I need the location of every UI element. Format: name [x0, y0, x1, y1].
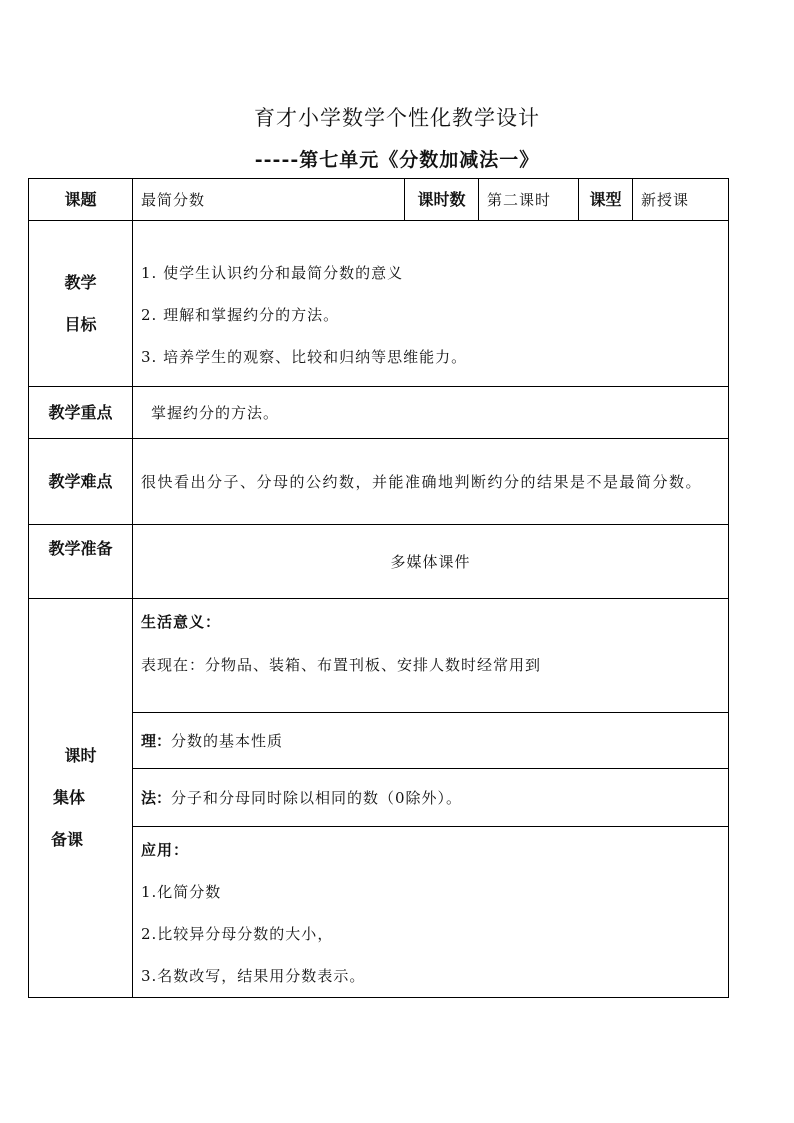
life-meaning-row [29, 599, 729, 713]
method-label: 法： [141, 788, 172, 807]
header-row [29, 179, 729, 221]
goals-label-line-2: 目标 [64, 314, 97, 334]
application-item: 2.比较异分母分数的大小， [141, 925, 334, 943]
goals-label [29, 221, 133, 387]
theory-row [29, 713, 729, 769]
preparation-label: 教学准备 [29, 525, 133, 599]
document-subtitle: -----第七单元《分数加减法一》 [254, 149, 540, 171]
topic-value: 最简分数 [133, 179, 405, 221]
theory-label: 理： [141, 731, 172, 750]
difficulty-row [29, 439, 729, 525]
preparation-value: 多媒体课件 [133, 525, 729, 599]
lessons-value: 第二课时 [479, 179, 579, 221]
life-meaning-text: 表现在：分物品、装箱、布置刊板、安排人数时经常用到 [141, 656, 542, 674]
collective-label [29, 599, 133, 998]
application-row [29, 827, 729, 998]
application-item: 3.名数改写，结果用分数表示。 [141, 967, 366, 985]
lesson-plan-table [28, 178, 729, 998]
collective-label-line-1: 课时 [64, 746, 97, 765]
collective-label-line-2: 集体 [53, 788, 86, 807]
goals-row [29, 221, 729, 387]
goal-item: 1. 使学生认识约分和最简分数的意义 [141, 263, 404, 282]
theory-text: 分数的基本性质 [171, 731, 284, 750]
document-title: 育才小学数学个性化教学设计 [254, 106, 540, 130]
difficulty-value: 很快看出分子、分母的公约数，并能准确地判断约分的结果是不是最简分数。 [133, 439, 729, 525]
method-row [29, 769, 729, 827]
key-point-label: 教学重点 [29, 387, 133, 439]
topic-label: 课题 [29, 179, 133, 221]
preparation-row [29, 525, 729, 599]
method-text: 分子和分母同时除以相同的数（0除外）。 [171, 788, 463, 807]
collective-label-line-3: 备课 [51, 830, 84, 849]
goal-item: 2. 理解和掌握约分的方法。 [141, 305, 340, 324]
lessons-label: 课时数 [405, 179, 479, 221]
type-label: 课型 [579, 179, 633, 221]
goals-content [133, 221, 729, 387]
type-value: 新授课 [633, 179, 729, 221]
life-meaning-content [133, 599, 729, 713]
method-content [133, 769, 729, 827]
application-content [133, 827, 729, 998]
key-point-row [29, 387, 729, 439]
difficulty-label: 教学难点 [29, 439, 133, 525]
goal-item: 3. 培养学生的观察、比较和归纳等思维能力。 [141, 347, 468, 366]
key-point-value: 掌握约分的方法。 [133, 387, 729, 439]
application-title: 应用： [141, 841, 190, 859]
theory-content [133, 713, 729, 769]
goals-label-line-1: 教学 [64, 272, 97, 292]
application-item: 1.化简分数 [141, 883, 222, 901]
life-meaning-title: 生活意义： [141, 613, 222, 631]
